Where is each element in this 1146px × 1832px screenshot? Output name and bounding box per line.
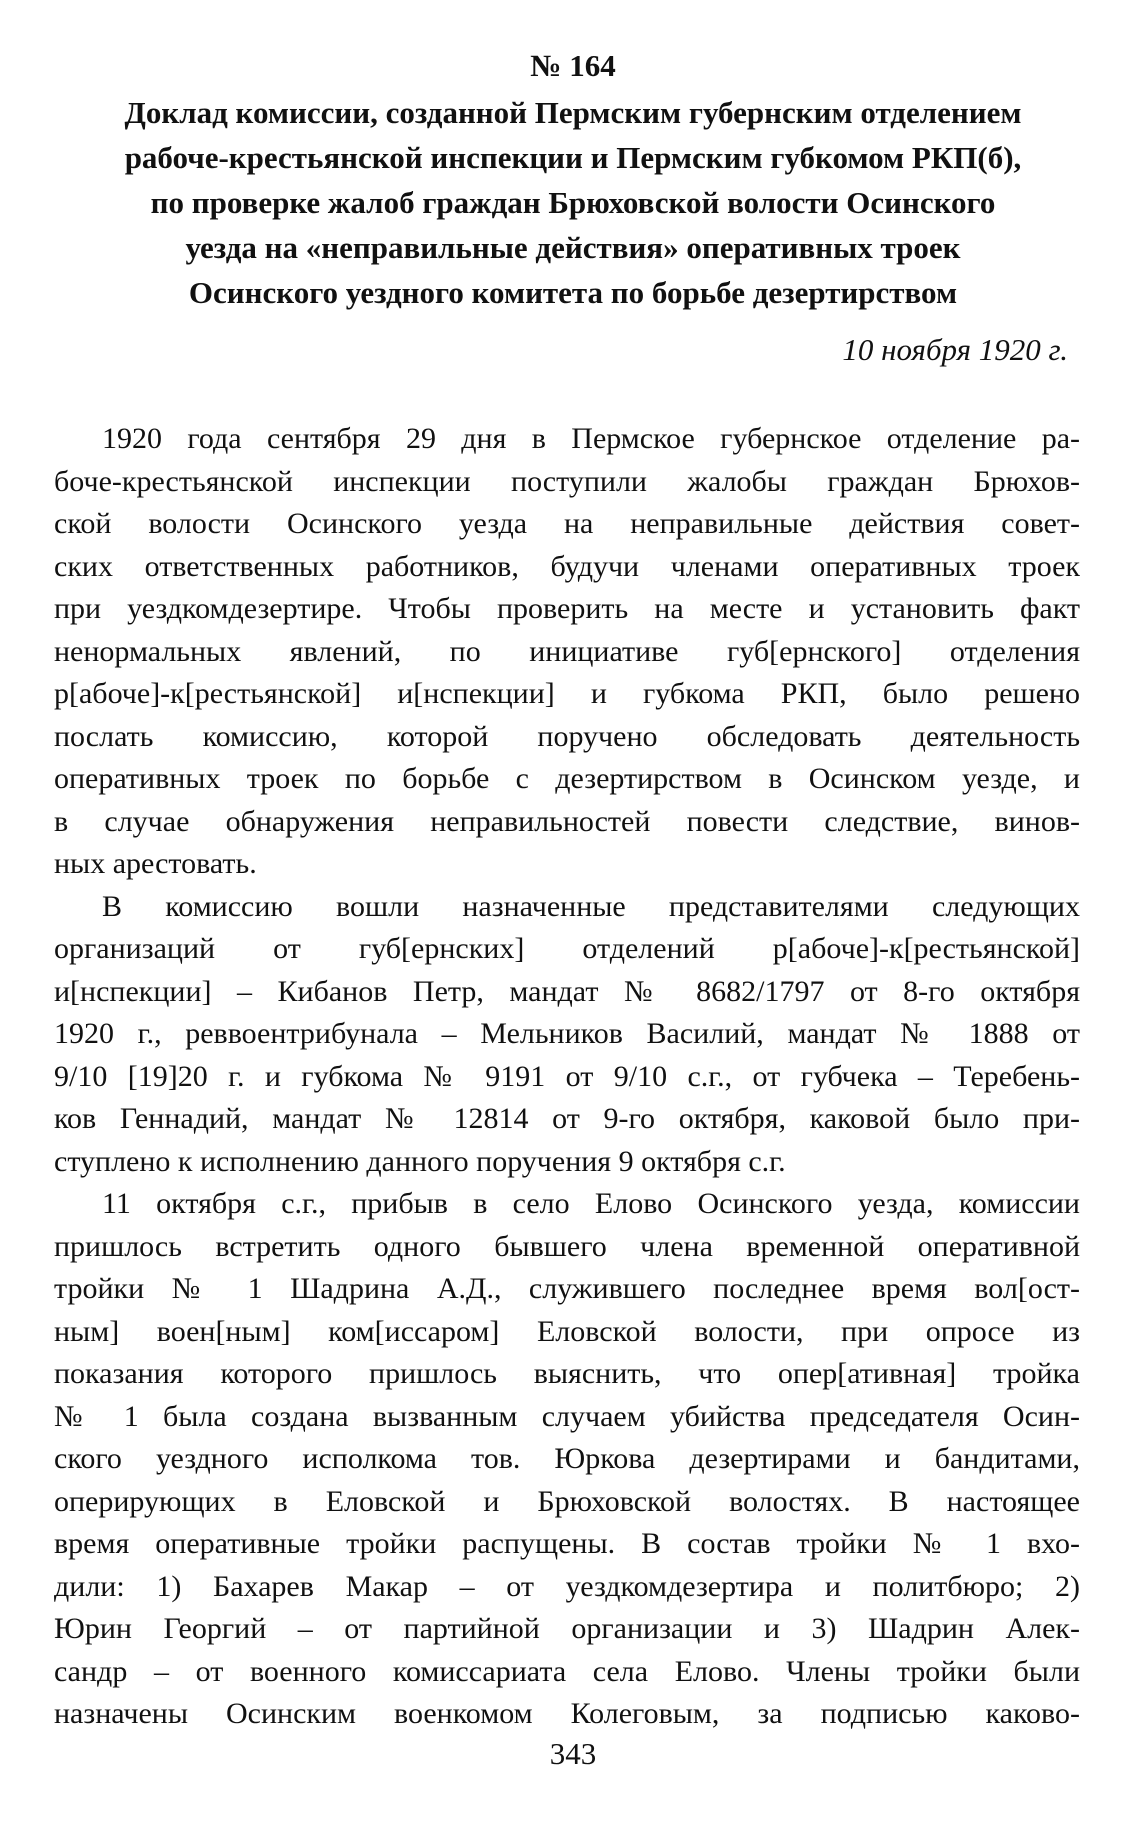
text-line: послать комиссию, которой поручено обследовать деятельность [54,719,1080,753]
text-line: назначены Осинским военкомом Колеговым, за подписью каково- [54,1697,1080,1730]
text-line: Юрин Георгий – от партийной организации и 3) Шадрин Алек- [54,1612,1080,1645]
text-line: боче-крестьянской инспекции поступили жалобы граждан Брюхов- [54,464,1080,498]
text-line: 1920 года сентября 29 дня в Пермское губернское отделение ра- [102,422,1080,455]
text-line: оперирующих в Еловской и Брюховской волостях. В настоящее [54,1484,1080,1518]
text-line: в случае обнаружения неправильностей повести следствие, винов- [54,804,1080,838]
title-line: рабоче-крестьянской инспекции и Пермским губкомом РКП(б), [124,140,1022,175]
text-line: организаций от губ[ернских] отделений р[абоче]-к[рестьянской] [54,932,1080,965]
text-line: сандр – от военного комиссариата села Елово. Члены тройки были [54,1654,1080,1688]
text-line: пришлось встретить одного бывшего члена временной оперативной [54,1229,1080,1263]
text-line: тройки № 1 Шадрина А.Д., служившего последнее время вол[ост- [54,1272,1080,1305]
text-line: ских ответственных работников, будучи членами оперативных троек [54,549,1080,583]
text-line: оперативных троек по борьбе с дезертирством в Осинском уезде, и [54,762,1080,795]
text-line: 9/10 [19]20 г. и губкома № 9191 от 9/10 с.г., от губчека – Теребень- [54,1059,1080,1093]
text-line: р[абоче]-к[рестьянской] и[нспекции] и губкома РКП, было решено [54,677,1080,710]
document-body [54,418,1080,1736]
text-line: В комиссию вошли назначенные представителями следующих [102,889,1080,923]
title-line: Доклад комиссии, созданной Пермским губернским отделением [124,95,1022,130]
text-line: ных арестовать. [54,847,257,880]
page-number: 343 [549,1736,597,1771]
document-title [52,90,1094,315]
text-line: 1920 г., реввоентрибунала – Мельников Василий, мандат № 1888 от [54,1017,1080,1050]
text-line: ступлено к исполнению данного поручения 9 октября с.г. [54,1144,786,1178]
text-line: время оперативные тройки распущены. В состав тройки № 1 вхо- [54,1527,1080,1560]
title-line: уезда на «неправильные действия» оперативных троек [185,230,961,265]
document-date: 10 ноября 1920 г. [842,332,1068,367]
text-line: ской волости Осинского уезда на неправильные действия совет- [54,507,1080,540]
text-line: дили: 1) Бахарев Макар – от уездкомдезертира и политбюро; 2) [54,1569,1080,1603]
text-line: при уездкомдезертире. Чтобы проверить на месте и установить факт [54,592,1080,625]
title-line: по проверке жалоб граждан Брюховской волости Осинского [150,185,996,220]
text-line: ского уездного исполкома тов. Юркова дезертирами и бандитами, [54,1442,1080,1475]
text-line: 11 октября с.г., прибыв в село Елово Осинского уезда, комиссии [102,1187,1080,1220]
text-line: показания которого пришлось выяснить, что опер[ативная] тройка [54,1357,1080,1390]
text-line: ненормальных явлений, по инициативе губ[ернского] отделения [54,634,1080,668]
document-number: № 164 [530,48,616,83]
text-line: ков Геннадий, мандат № 12814 от 9-го октября, каковой было при- [54,1102,1080,1135]
text-line: и[нспекции] – Кибанов Петр, мандат № 8682/1797 от 8-го октября [54,974,1080,1008]
text-line: № 1 была создана вызванным случаем убийства председателя Осин- [54,1399,1080,1433]
title-line: Осинского уездного комитета по борьбе дезертирством [188,275,958,310]
text-line: ным] воен[ным] ком[иссаром] Еловской волости, при опросе из [54,1314,1080,1348]
